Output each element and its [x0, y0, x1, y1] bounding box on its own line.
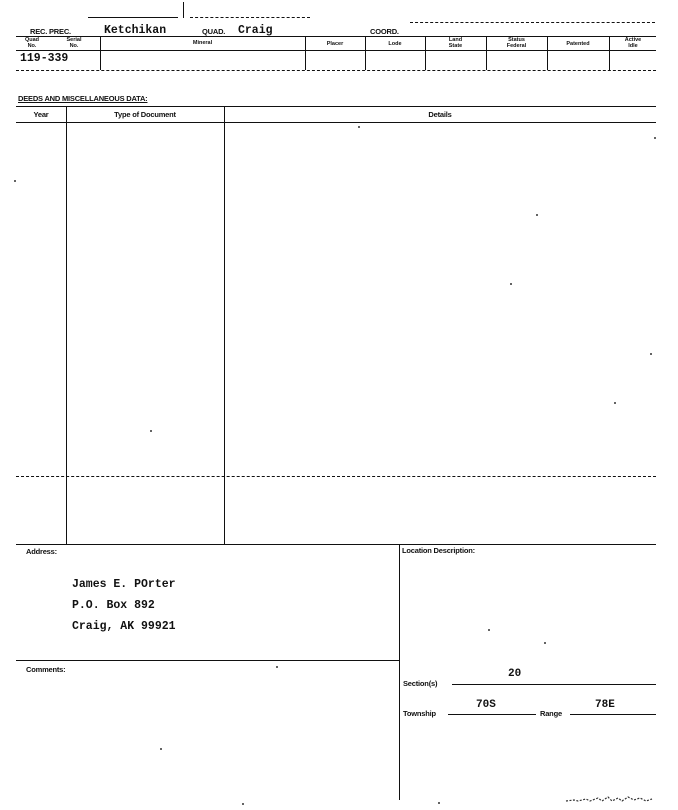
section-label: Section(s) [403, 679, 438, 688]
col-divider [305, 36, 306, 70]
col-divider [486, 36, 487, 70]
scan-speck [536, 214, 538, 216]
header-rule-dashed [16, 70, 656, 71]
col-divider [100, 36, 101, 70]
deeds-rule-top [16, 106, 656, 107]
range-line [570, 714, 656, 715]
col-divider [547, 36, 548, 70]
header-top-rule [88, 17, 178, 18]
address-line-2: P.O. Box 892 [72, 599, 155, 612]
address-line-3: Craig, AK 99921 [72, 620, 176, 633]
comments-label: Comments: [26, 665, 66, 674]
rec-prec-label: REC. PREC. [30, 27, 71, 36]
township-line [448, 714, 536, 715]
deeds-section-title: DEEDS AND MISCELLANEOUS DATA: [18, 94, 148, 103]
scan-speck [14, 180, 16, 182]
header-rule-1 [16, 36, 656, 37]
coord-label: COORD. [370, 27, 399, 36]
location-label: Location Description: [402, 546, 475, 555]
deeds-rule-dashed [16, 476, 656, 477]
header-rule-2 [16, 50, 656, 51]
header-top-rule-2 [190, 17, 310, 18]
deeds-col-year: Year [33, 110, 49, 119]
col-divider [609, 36, 610, 70]
township-label: Township [403, 709, 436, 718]
scan-speck [510, 283, 512, 285]
col-divider [425, 36, 426, 70]
scan-smudge [564, 790, 656, 798]
col-serial-no: Serial No. [66, 37, 82, 49]
range-value: 78E [595, 699, 615, 711]
deeds-divider-year [66, 106, 67, 544]
address-line-1: James E. POrter [72, 578, 176, 591]
quad-serial-value: 119-339 [20, 52, 69, 65]
header-top-rule-3 [410, 22, 655, 23]
col-mineral: Mineral [192, 40, 213, 46]
deeds-col-type: Type of Document [114, 110, 176, 119]
col-quad-no: Quad No. [24, 37, 40, 49]
scan-speck [276, 666, 278, 668]
lower-rule-top [16, 544, 656, 545]
scan-speck [488, 629, 490, 631]
lower-divider [399, 544, 400, 800]
header-tick [183, 2, 184, 18]
address-label: Address: [26, 547, 57, 556]
section-value: 20 [508, 668, 522, 680]
scan-speck [614, 402, 616, 404]
deeds-col-details: Details [428, 110, 452, 119]
range-label: Range [540, 709, 562, 718]
scan-speck [438, 802, 440, 804]
col-placer: Placer [326, 41, 344, 47]
col-lode: Lode [388, 41, 402, 47]
scan-speck [654, 137, 656, 139]
quad-label: QUAD. [202, 27, 226, 36]
scan-speck [150, 430, 152, 432]
scan-speck [160, 748, 162, 750]
deeds-rule-header [16, 122, 656, 123]
scan-speck [358, 126, 360, 128]
quad-value: Craig [238, 24, 273, 37]
col-land-state: Land State [448, 37, 463, 49]
address-block [72, 574, 176, 637]
col-status-federal: Status Federal [506, 37, 527, 49]
col-active-idle: Active Idle [624, 37, 642, 49]
section-line [452, 684, 656, 685]
comments-rule [16, 660, 399, 661]
scan-speck [242, 803, 244, 805]
col-patented: Patented [566, 41, 590, 47]
scan-speck [650, 353, 652, 355]
scan-speck [544, 642, 546, 644]
township-value: 70S [476, 699, 496, 711]
deeds-divider-type [224, 106, 225, 544]
rec-prec-value: Ketchikan [104, 24, 167, 37]
col-divider [365, 36, 366, 70]
